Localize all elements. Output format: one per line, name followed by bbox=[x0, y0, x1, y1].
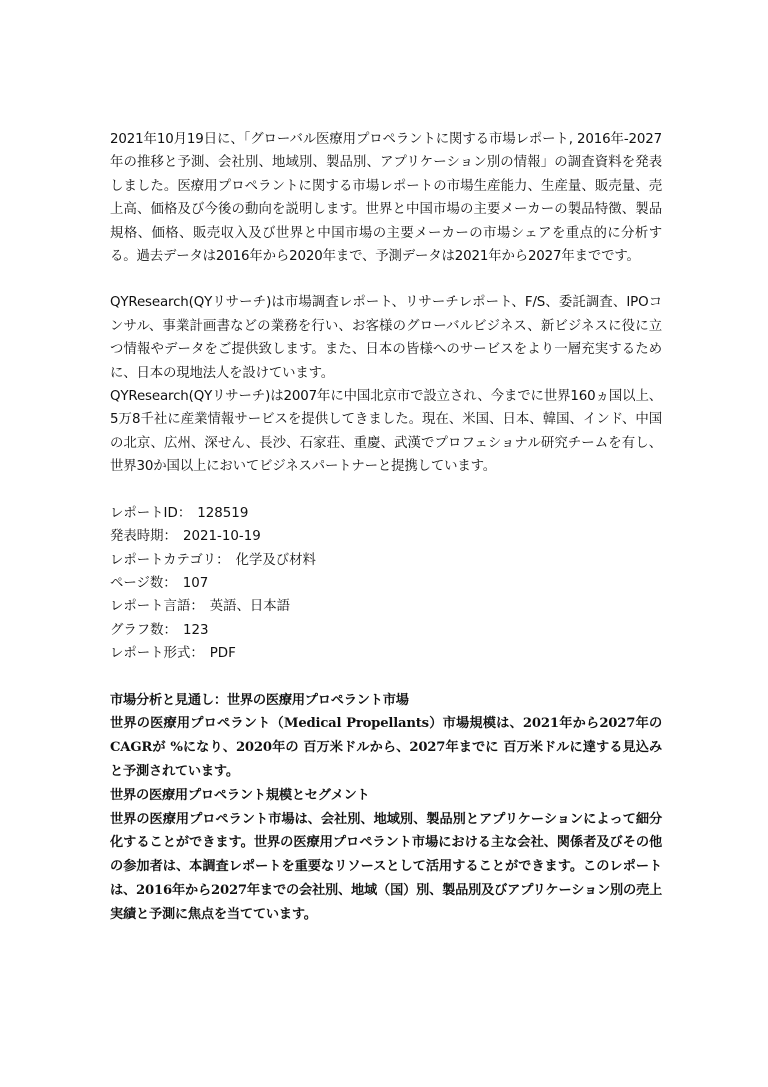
intro-paragraph-release: 2021年10月19日に、「グローバル医療用プロペラントに関する市場レポート, 2016年-2027年の推移と予測、会社別、地域別、製品別、アプリケーション別の情報」の調査資料を発表しました。医療用プロペラントに関する市場レポートの市場生産能力、生産量、販売量、売上高、価格及び今後の動向を説明します。世界と中国市場の主要メーカーの製品特徴、製品規格、価格、販売収入及び世界と中国市場の主要メーカーの市場シェアを重点的に分析する。過去データは2016年から2020年まで、予測データは2021年から2027年までです。 bbox=[110, 132, 662, 265]
document-page bbox=[110, 128, 662, 927]
market-size-paragraph: 世界の医療用プロペラント（Medical Propellants）市場規模は、2021年から2027年のCAGRが %になり、2020年の 百万米ドルから、2027年までに 百万米ドルに達する見込みと予測されています。 bbox=[110, 716, 662, 779]
meta-graph-count: グラフ数： 123 bbox=[110, 622, 209, 638]
intro-paragraph-company: QYResearch(QYリサーチ)は市場調査レポート、リサーチレポート、F/S、委託調査、IPOコンサル、事業計画書などの業務を行い、お客様のグローバルビジネス、新ビジネスに役に立つ情報やデータをご提供致します。また、日本の皆様へのサービスをより一層充実するために、日本の現地法人を設けています。 bbox=[110, 295, 662, 381]
segment-heading: 世界の医療用プロペラント規模とセグメント bbox=[110, 787, 370, 803]
spacer bbox=[110, 666, 662, 689]
analysis-heading: 市場分析と見通し：世界の医療用プロペラント市場 bbox=[110, 692, 409, 708]
meta-page-count: ページ数： 107 bbox=[110, 575, 209, 591]
meta-publish-date: 発表時期： 2021-10-19 bbox=[110, 529, 261, 545]
meta-category: レポートカテゴリ： 化学及び材料 bbox=[110, 552, 316, 568]
spacer bbox=[110, 268, 662, 291]
spacer bbox=[110, 479, 662, 502]
intro-paragraph-history: QYResearch(QYリサーチ)は2007年に中国北京市で設立され、今までに世界160ヵ国以上、5万8千社に産業情報サービスを提供してきました。現在、米国、日本、韓国、インド、中国の北京、広州、深せん、長沙、石家荘、重慶、武漢でプロフェショナル研究チームを有し、世界30か国以上においてビジネスパートナーと提携しています。 bbox=[110, 389, 662, 475]
meta-language: レポート言語： 英語、日本語 bbox=[110, 599, 291, 615]
meta-report-id: レポートID： 128519 bbox=[110, 505, 249, 521]
segment-paragraph: 世界の医療用プロペラント市場は、会社別、地域別、製品別とアプリケーションによって細分化することができます。世界の医療用プロペラント市場における主な会社、関係者及びその他の参加者は、本調査レポートを重要なリソースとして活用することができます。このレポートは、2016年から2027年までの会社別、地域（国）別、製品別及びアプリケーション別の売上実績と予測に焦点を当てています。 bbox=[110, 811, 662, 922]
report-meta-list bbox=[110, 502, 662, 666]
meta-format: レポート形式： PDF bbox=[110, 646, 236, 662]
